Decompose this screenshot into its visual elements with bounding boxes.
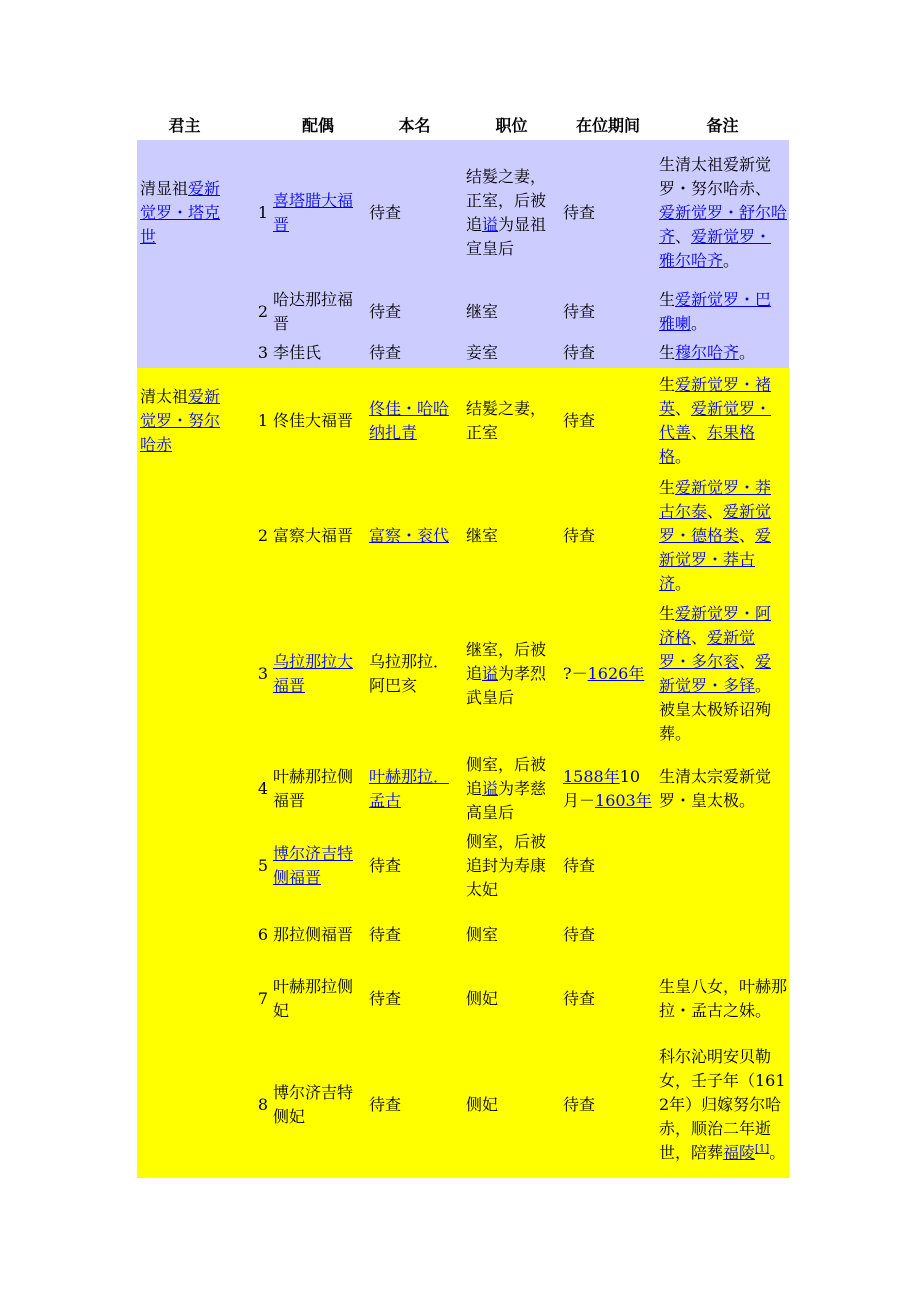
cell-text: 生 [659, 604, 676, 623]
cell-name [366, 598, 463, 750]
cell-text: 清显祖 [140, 179, 189, 198]
table-row [137, 368, 789, 474]
cell-consort [270, 338, 366, 368]
row-index: 2 [257, 302, 268, 321]
cell-num [232, 368, 270, 474]
cell-consort [270, 1032, 366, 1178]
header-index [232, 112, 270, 140]
cell-consort [270, 750, 366, 828]
wiki-link[interactable]: 爱新觉罗・莽古尔泰 [659, 478, 772, 521]
cell-remarks [656, 140, 789, 286]
cell-remarks [656, 338, 789, 368]
cell-name [366, 750, 463, 828]
cell-text: 待查 [369, 925, 402, 944]
cell-text: 富察大福晋 [273, 526, 354, 545]
table-row [137, 338, 789, 368]
cell-monarch [137, 750, 232, 828]
cell-text: 。 [675, 447, 692, 466]
cell-text: 、 [739, 526, 756, 545]
cell-remarks [656, 966, 789, 1032]
header-row [137, 112, 789, 140]
cell-text: 。 [691, 314, 708, 333]
cell-text: 待查 [563, 925, 596, 944]
cell-position [463, 966, 560, 1032]
wiki-link[interactable]: 叶赫那拉．孟古 [369, 767, 450, 810]
cell-monarch [137, 904, 232, 966]
wiki-link[interactable]: 富察・衮代 [369, 526, 450, 545]
cell-text: 李佳氏 [273, 343, 322, 362]
wiki-link[interactable]: 爱新觉罗・塔克世 [140, 179, 221, 246]
cell-consort [270, 368, 366, 474]
cell-text: 待查 [563, 989, 596, 1008]
cell-text: 博尔济吉特侧妃 [273, 1083, 354, 1126]
header-remarks: 备注 [706, 116, 739, 135]
cell-text: 佟佳大福晋 [273, 411, 354, 430]
cell-remarks [656, 904, 789, 966]
cell-name [366, 368, 463, 474]
cell-text: 、 [691, 628, 708, 647]
cell-text: 待查 [369, 302, 402, 321]
wiki-link[interactable]: 福陵 [723, 1143, 756, 1162]
cell-position [463, 338, 560, 368]
cell-name [366, 140, 463, 286]
wiki-link[interactable]: 博尔济吉特侧福晋 [273, 844, 354, 887]
cell-text: 侧妃 [466, 989, 499, 1008]
cell-tenure [560, 750, 656, 828]
cell-text: 。 [723, 251, 740, 270]
cell-text: 继室，后被追 [466, 640, 547, 683]
cell-monarch [137, 286, 232, 338]
cell-text: 待查 [563, 411, 596, 430]
cell-name [366, 286, 463, 338]
wiki-link[interactable]: 爱新觉罗・雅尔哈齐 [659, 227, 772, 270]
header-tenure: 在位期间 [575, 116, 640, 135]
cell-text: 侧室，后被追封为寿康太妃 [466, 832, 547, 899]
cell-num [232, 904, 270, 966]
table-row [137, 750, 789, 828]
cell-text: 、 [707, 502, 724, 521]
cell-monarch [137, 474, 232, 598]
wiki-link[interactable]: 爱新觉罗・德格类 [659, 502, 772, 545]
cell-text: 侧室 [466, 925, 499, 944]
cell-text: 科尔沁明安贝勒女，壬子年（1612年）归嫁努尔哈赤，顺治二年逝世，陪葬 [659, 1047, 786, 1162]
header-position: 职位 [495, 116, 528, 135]
cell-text: 待查 [369, 856, 402, 875]
cell-text: 侧室，后被追 [466, 755, 547, 798]
cell-text: 、 [675, 227, 692, 246]
cell-monarch [137, 966, 232, 1032]
cell-text: 叶赫那拉侧妃 [273, 977, 354, 1020]
cell-text: 。 [675, 574, 692, 593]
cell-num [232, 828, 270, 904]
wiki-link[interactable]: 爱新觉罗・舒尔哈齐 [659, 203, 788, 246]
cell-text: 待查 [563, 343, 596, 362]
table-row [137, 904, 789, 966]
cell-remarks [656, 286, 789, 338]
cell-text: 清太祖 [140, 387, 189, 406]
cell-text: 。 [769, 1143, 786, 1162]
row-index: 6 [257, 925, 268, 944]
wiki-link[interactable]: 乌拉那拉大福晋 [273, 652, 354, 695]
cell-text: 待查 [369, 343, 402, 362]
wiki-link[interactable]: 爱新觉罗・巴雅喇 [659, 290, 772, 333]
cell-monarch [137, 140, 232, 286]
cell-text: 待查 [563, 302, 596, 321]
cell-tenure [560, 828, 656, 904]
cell-position [463, 828, 560, 904]
cell-consort [270, 904, 366, 966]
table-row [137, 966, 789, 1032]
wiki-link[interactable]: 谥 [482, 664, 499, 683]
table-row [137, 1032, 789, 1178]
row-index: 2 [257, 526, 268, 545]
wiki-link[interactable]: 穆尔哈齐 [675, 343, 740, 362]
wiki-link[interactable]: 爱新觉罗・多尔衮 [659, 628, 756, 671]
cell-text: 、 [739, 652, 756, 671]
row-index: 1 [257, 203, 268, 222]
cell-text: 10月－ [563, 767, 641, 810]
cell-tenure [560, 338, 656, 368]
cell-text: 。 [739, 343, 756, 362]
cell-text: 生清太宗爱新觉罗・皇太极。 [659, 767, 772, 810]
cell-name [366, 904, 463, 966]
cell-text: 待查 [563, 526, 596, 545]
cell-text: 为孝烈武皇后 [466, 664, 547, 707]
cell-text: 继室 [466, 526, 499, 545]
cell-name [366, 474, 463, 598]
cell-text: 结髮之妻，正室 [466, 399, 547, 442]
header-consort: 配偶 [301, 116, 334, 135]
cell-text: 继室 [466, 302, 499, 321]
cell-name [366, 1032, 463, 1178]
cell-remarks [656, 368, 789, 474]
table-row [137, 598, 789, 750]
cell-remarks [656, 1032, 789, 1178]
cell-tenure [560, 368, 656, 474]
wiki-link[interactable]: 爱新觉罗・莽古济 [659, 526, 772, 593]
cell-text: 生 [659, 478, 676, 497]
cell-num [232, 286, 270, 338]
cell-num [232, 598, 270, 750]
table-row [137, 474, 789, 598]
cell-name [366, 966, 463, 1032]
cell-tenure [560, 598, 656, 750]
wiki-link[interactable]: 爱新觉罗・多铎 [659, 652, 772, 695]
cell-text: 生 [659, 290, 676, 309]
cell-num [232, 1032, 270, 1178]
cell-text: 哈达那拉福晋 [273, 290, 354, 333]
wiki-link[interactable]: 佟佳・哈哈纳扎青 [369, 399, 450, 442]
table-row [137, 828, 789, 904]
cell-num [232, 750, 270, 828]
cell-text: 待查 [369, 203, 402, 222]
cell-position [463, 598, 560, 750]
consorts-table [137, 112, 789, 1178]
wiki-link[interactable]: 谥 [482, 779, 499, 798]
cell-text: 待查 [563, 856, 596, 875]
table-row [137, 286, 789, 338]
cell-consort [270, 286, 366, 338]
cell-remarks [656, 828, 789, 904]
cell-text: 生皇八女，叶赫那拉・孟古之妹。 [659, 977, 788, 1020]
cell-tenure [560, 286, 656, 338]
cell-tenure [560, 474, 656, 598]
cell-tenure [560, 904, 656, 966]
wiki-link[interactable]: 东果格格 [659, 423, 756, 466]
cell-text: 为孝慈高皇后 [466, 779, 547, 822]
cell-position [463, 140, 560, 286]
wiki-link[interactable]: 爱新觉罗・褚英 [659, 375, 772, 418]
cell-text: 、 [691, 423, 708, 442]
cell-text: 待查 [369, 989, 402, 1008]
cell-num [232, 966, 270, 1032]
cell-position [463, 1032, 560, 1178]
row-index: 4 [257, 779, 268, 798]
row-index: 3 [257, 343, 268, 362]
header-monarch: 君主 [168, 116, 201, 135]
row-index: 7 [257, 989, 268, 1008]
cell-position [463, 368, 560, 474]
cell-text: 、 [675, 399, 692, 418]
row-index: 3 [257, 664, 268, 683]
cell-text: 生 [659, 343, 676, 362]
cell-remarks [656, 750, 789, 828]
wiki-link[interactable]: 爱新觉罗・努尔哈赤 [140, 387, 221, 454]
cell-monarch [137, 1032, 232, 1178]
wiki-link[interactable]: 喜塔腊大福晋 [273, 191, 354, 234]
wiki-link[interactable]: 1588年 [563, 767, 620, 786]
cell-position [463, 750, 560, 828]
cell-text: 。被皇太极矫诏殉葬。 [659, 676, 772, 743]
cell-monarch [137, 828, 232, 904]
wiki-link[interactable]: [1] [755, 1143, 770, 1155]
cell-text: 侧妃 [466, 1095, 499, 1114]
wiki-link[interactable]: 谥 [482, 215, 499, 234]
cell-consort [270, 598, 366, 750]
wiki-link[interactable]: 1626年 [587, 664, 645, 683]
cell-monarch [137, 368, 232, 474]
cell-consort [270, 140, 366, 286]
cell-tenure [560, 966, 656, 1032]
cell-remarks [656, 474, 789, 598]
cell-consort [270, 474, 366, 598]
cell-consort [270, 966, 366, 1032]
cell-text: 那拉侧福晋 [273, 925, 354, 944]
cell-text: 待查 [563, 203, 596, 222]
cell-text: ?－ [563, 664, 588, 683]
footnote-ref [755, 1144, 769, 1155]
table-row [137, 140, 789, 286]
cell-name [366, 828, 463, 904]
cell-text: 乌拉那拉．阿巴亥 [369, 652, 450, 695]
wiki-link[interactable]: 爱新觉罗・阿济格 [659, 604, 772, 647]
row-index: 5 [257, 856, 268, 875]
cell-num [232, 338, 270, 368]
cell-tenure [560, 1032, 656, 1178]
wiki-link[interactable]: 1603年 [595, 791, 652, 810]
cell-text: 生清太祖爱新觉罗・努尔哈赤、 [659, 155, 772, 198]
cell-remarks [656, 598, 789, 750]
cell-text: 妾室 [466, 343, 499, 362]
cell-tenure [560, 140, 656, 286]
cell-position [463, 904, 560, 966]
row-index: 1 [257, 411, 268, 430]
cell-name [366, 338, 463, 368]
header-name: 本名 [398, 116, 431, 135]
wiki-link[interactable]: 爱新觉罗・代善 [659, 399, 772, 442]
cell-num [232, 140, 270, 286]
cell-position [463, 474, 560, 598]
cell-text: 叶赫那拉侧福晋 [273, 767, 354, 810]
row-index: 8 [257, 1095, 268, 1114]
cell-text: 待查 [563, 1095, 596, 1114]
cell-text: 为显祖宣皇后 [466, 215, 547, 258]
cell-monarch [137, 598, 232, 750]
cell-text: 待查 [369, 1095, 402, 1114]
cell-num [232, 474, 270, 598]
cell-text: 结髮之妻，正室，后被追 [466, 167, 547, 234]
cell-text: 生 [659, 375, 676, 394]
cell-consort [270, 828, 366, 904]
cell-monarch [137, 338, 232, 368]
cell-position [463, 286, 560, 338]
